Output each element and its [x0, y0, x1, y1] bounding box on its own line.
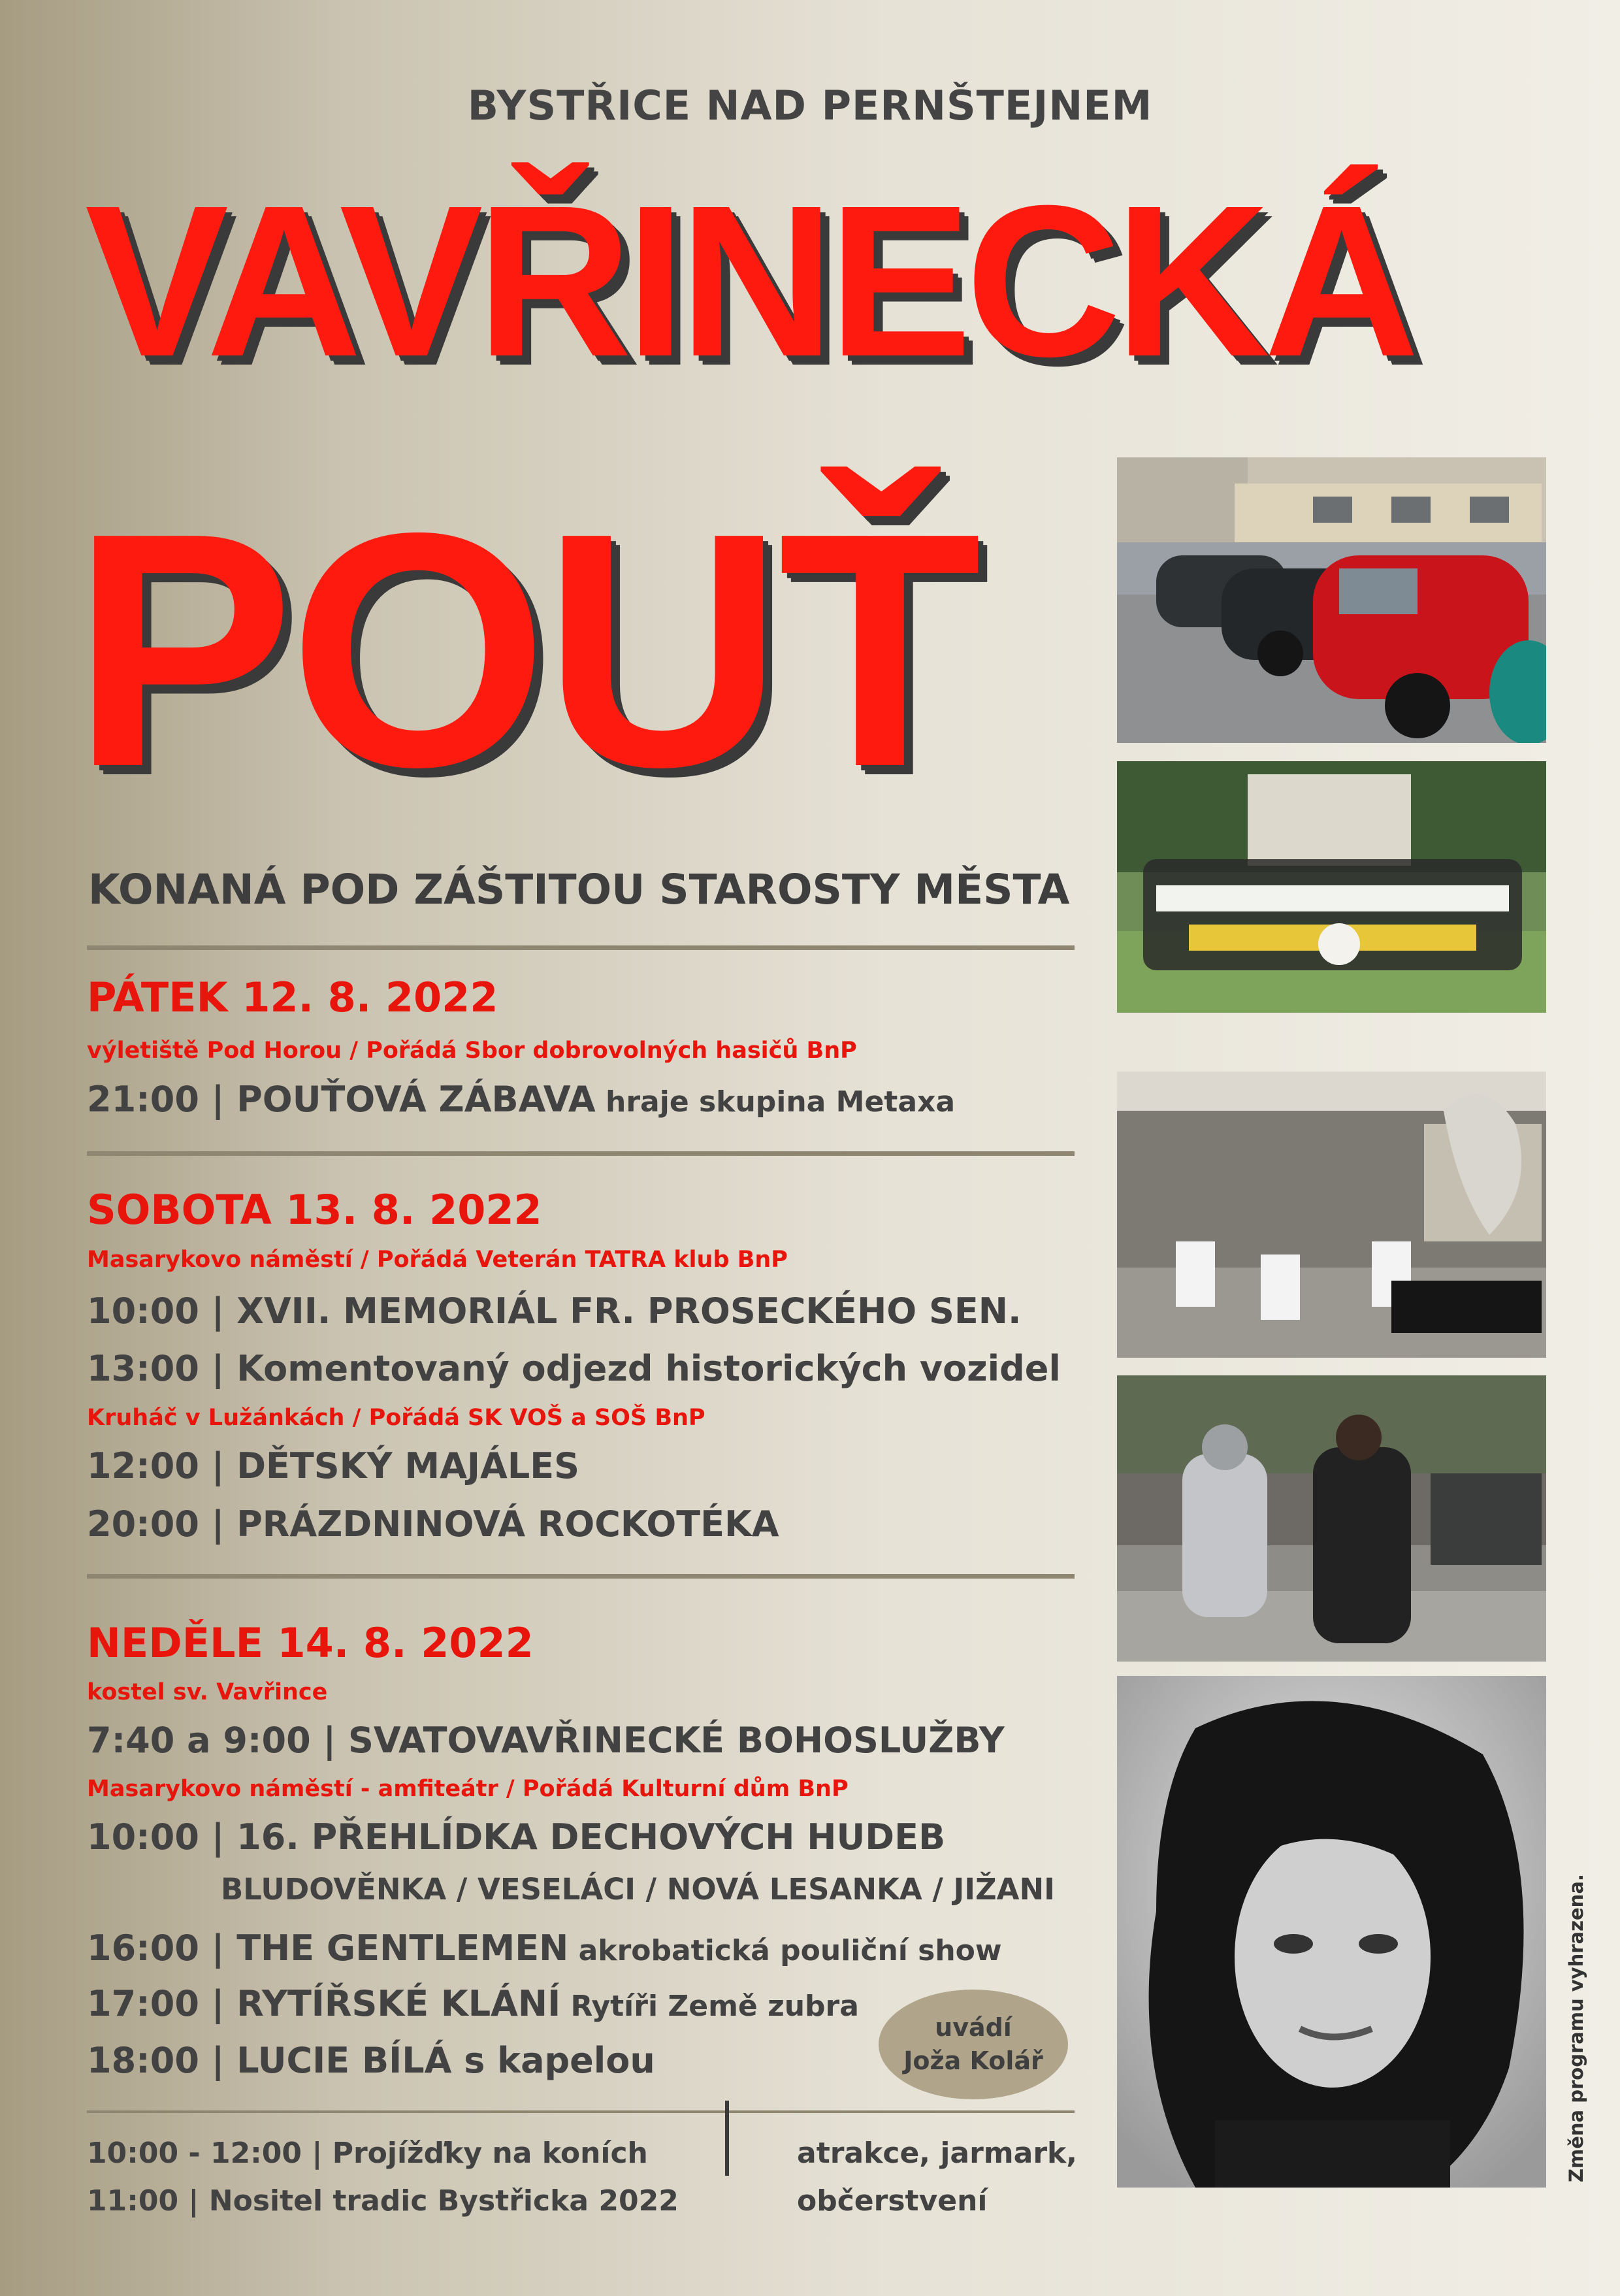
host-badge — [879, 1990, 1068, 2099]
subtitle: KONANÁ POD ZÁŠTITOU STAROSTY MĚSTA — [88, 866, 1070, 913]
event-row: 13:00 | Komentovaný odjezd historických vozidel — [87, 1348, 1061, 1389]
footer-line-2: 11:00 | Nositel tradic Bystřicka 2022 — [87, 2184, 679, 2218]
event-row: 12:00 | DĚTSKÝ MAJÁLES — [87, 1445, 580, 1486]
footer-right-2: občerstvení — [797, 2184, 988, 2218]
divider — [87, 2110, 1075, 2113]
host-label: uvádí — [935, 2012, 1012, 2042]
location-saturday-2: Kruháč v Lužánkách / Pořádá SK VOŠ a SOŠ BnP — [87, 1405, 705, 1431]
event-row: 16:00 | THE GENTLEMEN akrobatická pouliční show — [87, 1927, 1002, 1969]
footer-line-1: 10:00 - 12:00 | Projížďky na koních — [87, 2137, 648, 2170]
title-line-2: POUŤ — [72, 464, 977, 836]
day-heading-saturday: SOBOTA 13. 8. 2022 — [87, 1186, 542, 1234]
event-row: 10:00 | 16. PŘEHLÍDKA DECHOVÝCH HUDEB — [87, 1816, 946, 1858]
footer-separator — [725, 2101, 729, 2176]
program-note: Změna programu vyhrazena. — [1565, 1874, 1587, 2182]
event-row: 7:40 a 9:00 | SVATOVAVŘINECKÉ BOHOSLUŽBY — [87, 1720, 1005, 1761]
photo-lucie-bila — [1117, 1676, 1546, 2188]
photo-knights — [1117, 1375, 1546, 1662]
divider — [87, 1151, 1075, 1156]
photo-vintage-cars — [1117, 457, 1546, 743]
event-row: 20:00 | PRÁZDNINOVÁ ROCKOTÉKA — [87, 1503, 779, 1545]
location-saturday: Masarykovo náměstí / Pořádá Veterán TATRA klub BnP — [87, 1247, 788, 1273]
day-heading-sunday: NEDĚLE 14. 8. 2022 — [87, 1619, 534, 1667]
divider — [87, 945, 1075, 950]
photo-acrobats — [1117, 1072, 1546, 1358]
band-list: BLUDOVĚNKA / VESELÁCI / NOVÁ LESANKA / JIŽANI — [221, 1872, 1055, 1907]
location-friday: výletiště Pod Horou / Pořádá Sbor dobrovolných hasičů BnP — [87, 1038, 857, 1064]
city-name: BYSTŘICE NAD PERNŠTEJNEM — [467, 82, 1153, 129]
host-name: Joža Kolář — [903, 2046, 1043, 2075]
event-row: 21:00 | POUŤOVÁ ZÁBAVA hraje skupina Metaxa — [87, 1079, 956, 1120]
event-row: 17:00 | RYTÍŘSKÉ KLÁNÍ Rytíři Země zubra — [87, 1983, 859, 2024]
footer-right-1: atrakce, jarmark, — [797, 2137, 1078, 2170]
title-line-1: VAVŘINECKÁ — [85, 160, 1413, 401]
day-heading-friday: PÁTEK 12. 8. 2022 — [87, 974, 498, 1021]
photo-brass-band — [1117, 761, 1546, 1013]
event-row: 18:00 | LUCIE BÍLÁ s kapelou — [87, 2040, 655, 2081]
event-row: 10:00 | XVII. MEMORIÁL FR. PROSECKÉHO SEN. — [87, 1290, 1022, 1332]
divider — [87, 1574, 1075, 1579]
location-sunday: kostel sv. Vavřince — [87, 1679, 328, 1705]
location-sunday-2: Masarykovo náměstí - amfiteátr / Pořádá Kulturní dům BnP — [87, 1776, 849, 1802]
